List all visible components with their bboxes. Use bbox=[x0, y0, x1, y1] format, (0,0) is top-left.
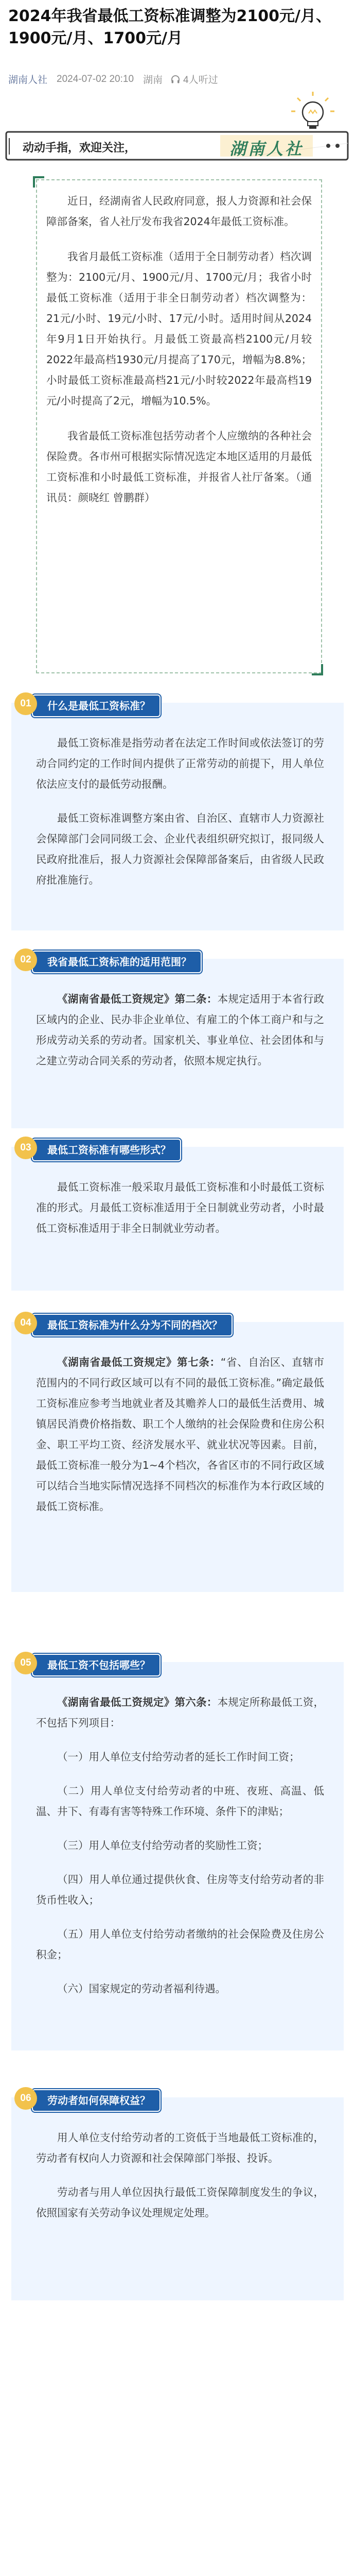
corner-bracket-icon bbox=[311, 663, 323, 675]
section-heading: 我省最低工资标准的适用范围？ bbox=[32, 951, 202, 973]
follow-banner bbox=[4, 92, 351, 169]
section-paragraph: 《湖南省最低工资规定》第六条：本规定所称最低工资，不包括下列项目： bbox=[36, 1696, 324, 1729]
section-paragraph: 最低工资标准是指劳动者在法定工作时间或依法签订的劳动合同约定的工作时间内提供了正常劳动的前提下，用人单位依法应支付的最低劳动报酬。 bbox=[36, 737, 324, 790]
list-item: （一）用人单位支付给劳动者的延长工作时间工资； bbox=[57, 1751, 300, 1763]
section-05 bbox=[11, 1649, 344, 2050]
banner-left-text: 动动手指，欢迎关注， bbox=[23, 142, 136, 155]
regulation-citation: 《湖南省最低工资规定》第六条： bbox=[57, 1696, 218, 1708]
banner-brand: 湖南人社 bbox=[229, 139, 304, 159]
intro-paragraph: 近日，经湖南省人民政府同意，报人力资源和社会保障部备案，省人社厅发布我省2024年最低工资标准。 bbox=[46, 195, 312, 228]
publish-date: 2024-07-02 20:10 bbox=[57, 73, 134, 84]
section-heading: 劳动者如何保障权益？ bbox=[32, 2089, 161, 2112]
section-01 bbox=[11, 689, 344, 930]
section-header bbox=[11, 945, 344, 976]
section-number: 01 bbox=[14, 692, 37, 715]
section-paragraph: 劳动者与用人单位因执行最低工资保障制度发生的争议，依照国家有关劳动争议处理规定处理。 bbox=[36, 2186, 324, 2219]
section-paragraph: 《湖南省最低工资规定》第七条：“省、自治区、直辖市范围内的不同行政区域可以有不同的最低工资标准。”确定最低工资标准应参考当地就业者及其赡养人口的最低生活费用、城镇居民消费价格指数、职工个人缴纳的社会保险费和住房公积金、职工平均工资、经济发展水平、就业状况等因素。目前，最低工资标准一般分为1~4个档次，各省区市的不同行政区域可以结合当地实际情况选择不同档次的标准作为本行政区域的最低工资标准。 bbox=[36, 1356, 324, 1513]
intro-box bbox=[36, 179, 322, 673]
section-header bbox=[11, 1309, 344, 1340]
publish-location: 湖南 bbox=[143, 75, 163, 86]
section-paragraph: 用人单位支付给劳动者的工资低于当地最低工资标准的，劳动者有权向人力资源和社会保障部门举报、投诉。 bbox=[36, 2131, 324, 2164]
section-number: 04 bbox=[14, 1312, 37, 1334]
section-04 bbox=[11, 1309, 344, 1592]
intro-paragraph: 我省最低工资标准包括劳动者个人应缴纳的各种社会保险费。各市州可根据实际情况选定本地区适用的月最低工资标准和小时最低工资标准，并报省人社厅备案。（通讯员：颜晓红 曾鹏群） bbox=[46, 430, 312, 504]
headphones-icon bbox=[171, 75, 180, 84]
list-item: （三）用人单位支付给劳动者的奖励性工资； bbox=[57, 1839, 268, 1852]
section-header bbox=[11, 1649, 344, 1680]
lightbulb-icon bbox=[291, 92, 334, 129]
section-header bbox=[11, 2084, 344, 2115]
listen-count[interactable] bbox=[171, 72, 218, 86]
regulation-citation: 《湖南省最低工资规定》第二条： bbox=[57, 993, 218, 1005]
section-paragraph: 最低工资标准调整方案由省、自治区、直辖市人力资源社会保障部门会同同级工会、企业代表组织研究拟订，报同级人民政府批准后，报人力资源社会保障部备案后，由省级人民政府批准施行。 bbox=[36, 812, 324, 886]
section-number: 06 bbox=[14, 2087, 37, 2110]
section-paragraph: 《湖南省最低工资规定》第二条：本规定适用于本省行政区域内的企业、民办非企业单位、有雇工的个体工商户和与之形成劳动关系的劳动者。国家机关、事业单位、社会团体和与之建立劳动合同关系的劳动者，依照本规定执行。 bbox=[36, 993, 324, 1067]
list-item: （六）国家规定的劳动者福利待遇。 bbox=[57, 1982, 226, 1995]
list-item: （二）用人单位支付给劳动者的中班、夜班、高温、低温、井下、有毒有害等特殊工作环境、条件下的津贴； bbox=[36, 1785, 324, 1818]
section-paragraph: 最低工资标准一般采取月最低工资标准和小时最低工资标准的形式。月最低工资标准适用于全日制就业劳动者，小时最低工资标准适用于非全日制就业劳动者。 bbox=[36, 1181, 324, 1234]
section-heading: 最低工资标准为什么分为不同的档次？ bbox=[32, 1314, 233, 1336]
section-06 bbox=[11, 2084, 344, 2300]
intro-paragraph: 我省月最低工资标准（适用于全日制劳动者）档次调整为：2100元/月、1900元/月、1700元/月；我省小时最低工资标准（适用于非全日制劳动者）档次调整为：21元/小时、19元/小时、17元/小时。适用时间从2024年9月1日开始执行。月最低工资最高档2100元/月较2022年最高档1930元/月提高了170元，增幅为8.8%；小时最低工资标准最高档21元/小时较2022年最高档19元/小时提高了2元，增幅为10.5%。 bbox=[46, 250, 312, 407]
section-number: 05 bbox=[14, 1652, 37, 1674]
section-number: 03 bbox=[14, 1137, 37, 1159]
article-title: 2024年我省最低工资标准调整为2100元/月、1900元/月、1700元/月 bbox=[8, 7, 331, 47]
section-03 bbox=[11, 1133, 344, 1291]
section-heading: 最低工资不包括哪些？ bbox=[32, 1654, 161, 1676]
section-header bbox=[11, 689, 344, 720]
section-heading: 什么是最低工资标准？ bbox=[32, 694, 161, 717]
author-link[interactable]: 湖南人社 bbox=[8, 75, 48, 86]
listen-count-label: 4人听过 bbox=[183, 75, 218, 86]
section-heading: 最低工资标准有哪些形式？ bbox=[32, 1139, 181, 1161]
corner-bracket-icon bbox=[33, 176, 45, 189]
section-header bbox=[11, 1133, 344, 1164]
list-item: （四）用人单位通过提供伙食、住房等支付给劳动者的非货币性收入； bbox=[36, 1873, 324, 1906]
section-02 bbox=[11, 945, 344, 1128]
section-number: 02 bbox=[14, 948, 37, 971]
regulation-citation: 《湖南省最低工资规定》第七条： bbox=[57, 1356, 221, 1368]
article-meta bbox=[8, 72, 348, 86]
list-item: （五）用人单位支付给劳动者缴纳的社会保险费及住房公积金； bbox=[36, 1928, 324, 1961]
